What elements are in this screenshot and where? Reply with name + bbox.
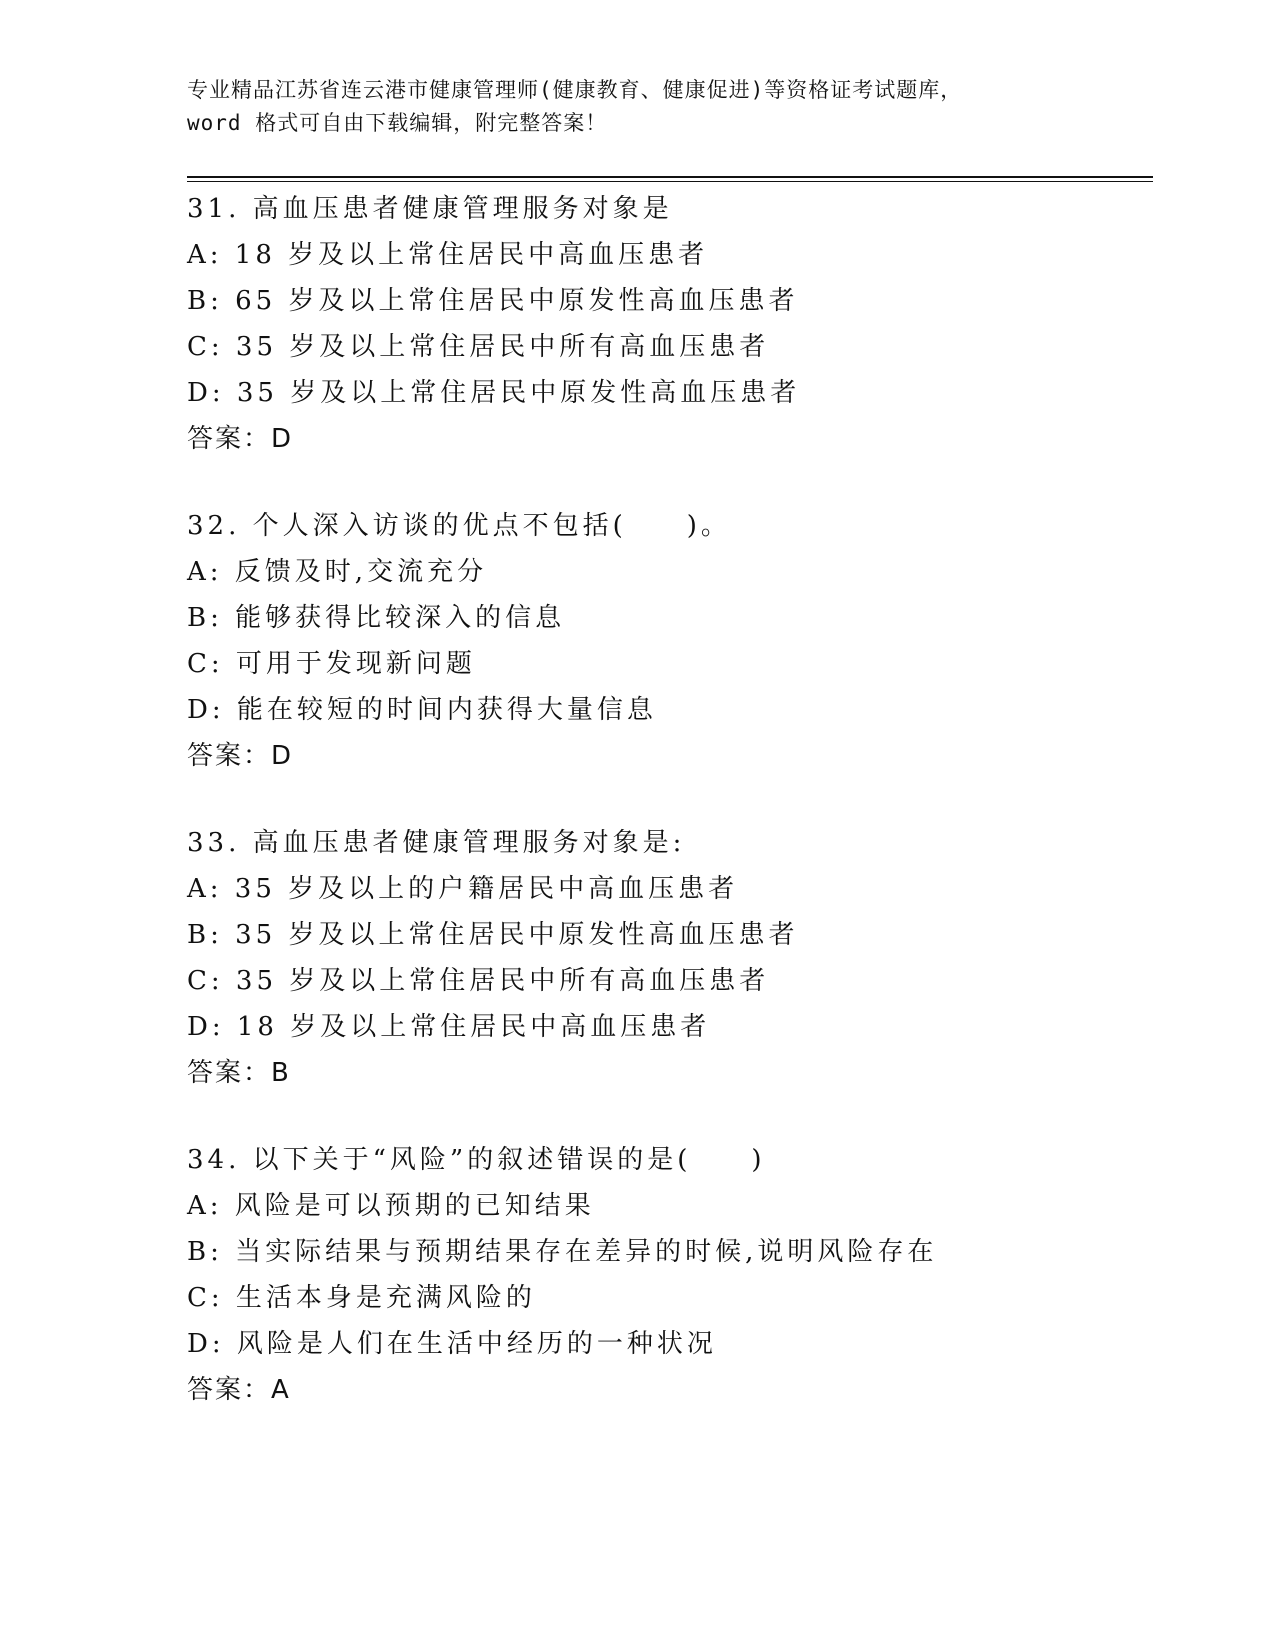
option-c: C: 生活本身是充满风险的 <box>187 1283 536 1313</box>
option-a: A: 35 岁及以上的户籍居民中高血压患者 <box>187 874 739 904</box>
header-divider-thick <box>187 176 1153 178</box>
answer-line: 答案：D <box>187 741 294 771</box>
question-stem: 33. 高血压患者健康管理服务对象是: <box>187 828 686 858</box>
option-c: C: 35 岁及以上常住居民中所有高血压患者 <box>187 332 770 362</box>
answer-line: 答案：A <box>187 1375 291 1405</box>
question-list <box>187 186 1153 1454</box>
option-d: D: 18 岁及以上常住居民中高血压患者 <box>187 1012 711 1042</box>
option-c: C: 可用于发现新问题 <box>187 649 476 679</box>
option-b: B: 能够获得比较深入的信息 <box>187 603 566 633</box>
document-header <box>187 74 1087 140</box>
question-stem: 31. 高血压患者健康管理服务对象是 <box>187 194 673 224</box>
option-b: B: 65 岁及以上常住居民中原发性高血压患者 <box>187 286 799 316</box>
option-c: C: 35 岁及以上常住居民中所有高血压患者 <box>187 966 770 996</box>
option-b: B: 当实际结果与预期结果存在差异的时候,说明风险存在 <box>187 1237 938 1267</box>
question-33 <box>187 820 1153 1096</box>
question-stem: 32. 个人深入访谈的优点不包括( )。 <box>187 511 731 541</box>
option-b: B: 35 岁及以上常住居民中原发性高血压患者 <box>187 920 799 950</box>
header-title-line: 专业精品江苏省连云港市健康管理师(健康教育、健康促进)等资格证考试题库， <box>187 78 963 102</box>
option-d: D: 风险是人们在生活中经历的一种状况 <box>187 1329 717 1359</box>
option-d: D: 能在较短的时间内获得大量信息 <box>187 695 657 725</box>
option-a: A: 18 岁及以上常住居民中高血压患者 <box>187 240 709 270</box>
option-a: A: 反馈及时,交流充分 <box>187 557 488 587</box>
answer-line: 答案：B <box>187 1058 291 1088</box>
option-a: A: 风险是可以预期的已知结果 <box>187 1191 595 1221</box>
question-31 <box>187 186 1153 462</box>
header-subtitle-line: word 格式可自由下载编辑，附完整答案！ <box>187 111 608 135</box>
question-34 <box>187 1137 1153 1413</box>
answer-line: 答案：D <box>187 424 294 454</box>
option-d: D: 35 岁及以上常住居民中原发性高血压患者 <box>187 378 801 408</box>
question-32 <box>187 503 1153 779</box>
question-stem: 34. 以下关于“风险”的叙述错误的是( ) <box>187 1145 766 1175</box>
header-divider-thin <box>187 181 1153 182</box>
